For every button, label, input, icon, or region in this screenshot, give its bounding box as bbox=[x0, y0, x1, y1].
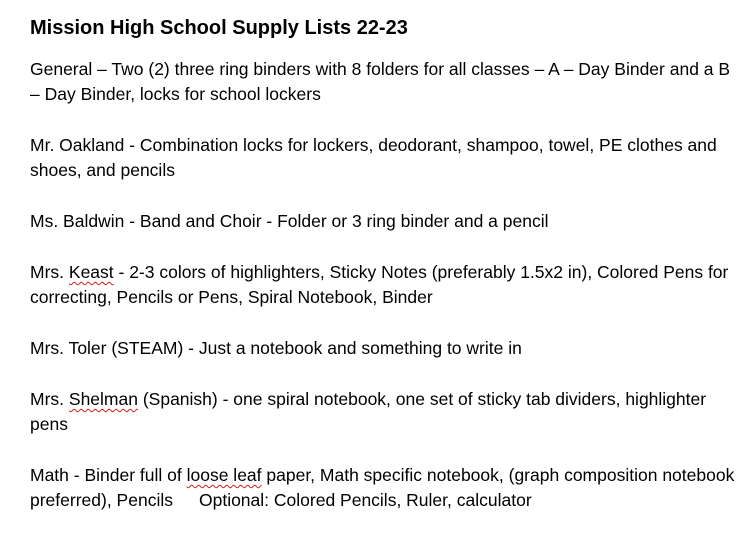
entry-name-prefix: Mrs. bbox=[30, 262, 69, 282]
entry-name: Mrs. Toler (STEAM) bbox=[30, 338, 184, 358]
document-title: Mission High School Supply Lists 22-23 bbox=[30, 17, 408, 39]
entry-general bbox=[30, 57, 736, 107]
entry-name: Math bbox=[30, 465, 69, 485]
entry-mr-oakland bbox=[30, 133, 736, 183]
entry-mrs-toler bbox=[30, 336, 736, 361]
entry-name bbox=[30, 389, 218, 409]
entry-text: 2-3 colors of highlighters, Sticky Notes (preferably 1.5x2 in), Colored Pens for correcting, Pencils or Pens, Spiral Notebook, Binder bbox=[30, 262, 729, 307]
entry-text: one spiral notebook, one set of sticky tab dividers, highlighter pens bbox=[30, 389, 707, 434]
entry-text-after: paper, Math specific notebook, (graph composition notebook preferred), Pencils bbox=[30, 465, 735, 510]
entry-text-before: Binder full of bbox=[84, 465, 187, 485]
entry-text: Just a notebook and something to write in bbox=[198, 338, 522, 358]
entry-ms-baldwin bbox=[30, 209, 736, 234]
entry-separator: - bbox=[113, 262, 130, 282]
entry-name: Mr. Oakland bbox=[30, 135, 125, 155]
entry-name-prefix: Mrs. bbox=[30, 389, 69, 409]
spellcheck-flagged-word: Keast bbox=[68, 262, 114, 282]
spellcheck-flagged-word: loose leaf bbox=[186, 465, 262, 485]
entry-separator: - bbox=[183, 338, 199, 358]
entry-name: Ms. Baldwin bbox=[30, 211, 125, 231]
entry-mrs-shelman bbox=[30, 387, 736, 437]
entry-text: Two (2) three ring binders with 8 folders for all classes – A – Day Binder and a B – Day Binder, locks for school lockers bbox=[30, 59, 731, 104]
entry-separator: - bbox=[217, 389, 234, 409]
entry-mrs-keast bbox=[30, 260, 736, 310]
entry-name: General bbox=[30, 59, 93, 79]
entry-math bbox=[30, 463, 736, 513]
entry-text: Combination locks for lockers, deodorant, shampoo, towel, PE clothes and shoes, and pencils bbox=[30, 135, 717, 180]
entry-separator: - bbox=[124, 211, 140, 231]
entry-optional: Optional: Colored Pencils, Ruler, calculator bbox=[198, 490, 532, 510]
entry-name-suffix: (Spanish) bbox=[137, 389, 218, 409]
entry-text: Band and Choir - Folder or 3 ring binder and a pencil bbox=[139, 211, 549, 231]
entry-separator: - bbox=[68, 465, 85, 485]
entry-separator: – bbox=[92, 59, 112, 79]
entry-name bbox=[30, 262, 114, 282]
spellcheck-flagged-word: Shelman bbox=[68, 389, 138, 409]
entry-separator: - bbox=[124, 135, 140, 155]
